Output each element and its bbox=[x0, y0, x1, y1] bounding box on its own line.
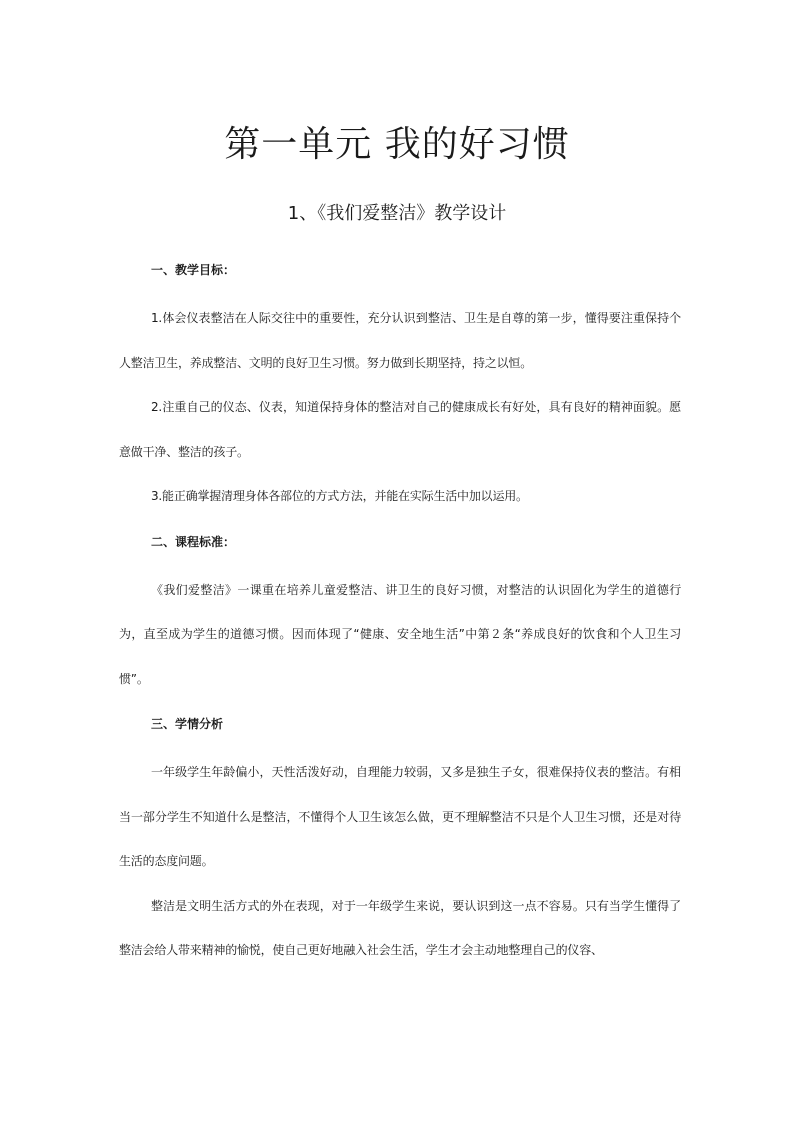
document-subtitle: 1、《我们爱整洁》教学设计 bbox=[287, 203, 507, 224]
paragraph: 1.体会仪表整洁在人际交往中的重要性，充分认识到整洁、卫生是自尊的第一步，懂得要注重保持个人整洁卫生，养成整洁、文明的良好卫生习惯。努力做到长期坚持，持之以恒。 bbox=[119, 311, 681, 370]
section-heading: 三、学情分析 bbox=[151, 717, 224, 731]
section-heading: 二、课程标准： bbox=[151, 534, 236, 549]
paragraph: 一年级学生年龄偏小，天性活泼好动，自理能力较弱，又多是独生子女，很难保持仪表的整洁。有相当一部分学生不知道什么是整洁，不懂得个人卫生该怎么做，更不理解整洁不只是个人卫生习惯，还是对待生活的态度问题。 bbox=[119, 765, 681, 868]
section-heading: 一、教学目标： bbox=[151, 263, 236, 277]
document-body bbox=[119, 250, 681, 973]
section-curriculum-standard bbox=[119, 522, 681, 702]
paragraph: 3.能正确掌握清理身体各部位的方式方法，并能在实际生活中加以运用。 bbox=[151, 489, 528, 503]
section-teaching-goals bbox=[119, 250, 681, 519]
paragraph: 整洁是文明生活方式的外在表现，对于一年级学生来说，要认识到这一点不容易。只有当学生懂得了整洁会给人带来精神的愉悦，使自己更好地融入社会生活，学生才会主动地整理自己的仪容、 bbox=[119, 898, 681, 957]
section-learner-analysis bbox=[119, 704, 681, 973]
document-title: 第一单元 我的好习惯 bbox=[224, 124, 570, 165]
paragraph: 《我们爱整洁》一课重在培养儿童爱整洁、讲卫生的良好习惯，对整洁的认识固化为学生的道德行为，直至成为学生的道德习惯。因而体现了“健康、安全地生活”中第２条“养成良好的饮食和个人卫生习惯”。 bbox=[119, 582, 681, 686]
paragraph: 2.注重自己的仪态、仪表，知道保持身体的整洁对自己的健康成长有好处，具有良好的精神面貌。愿意做干净、整洁的孩子。 bbox=[119, 400, 681, 459]
